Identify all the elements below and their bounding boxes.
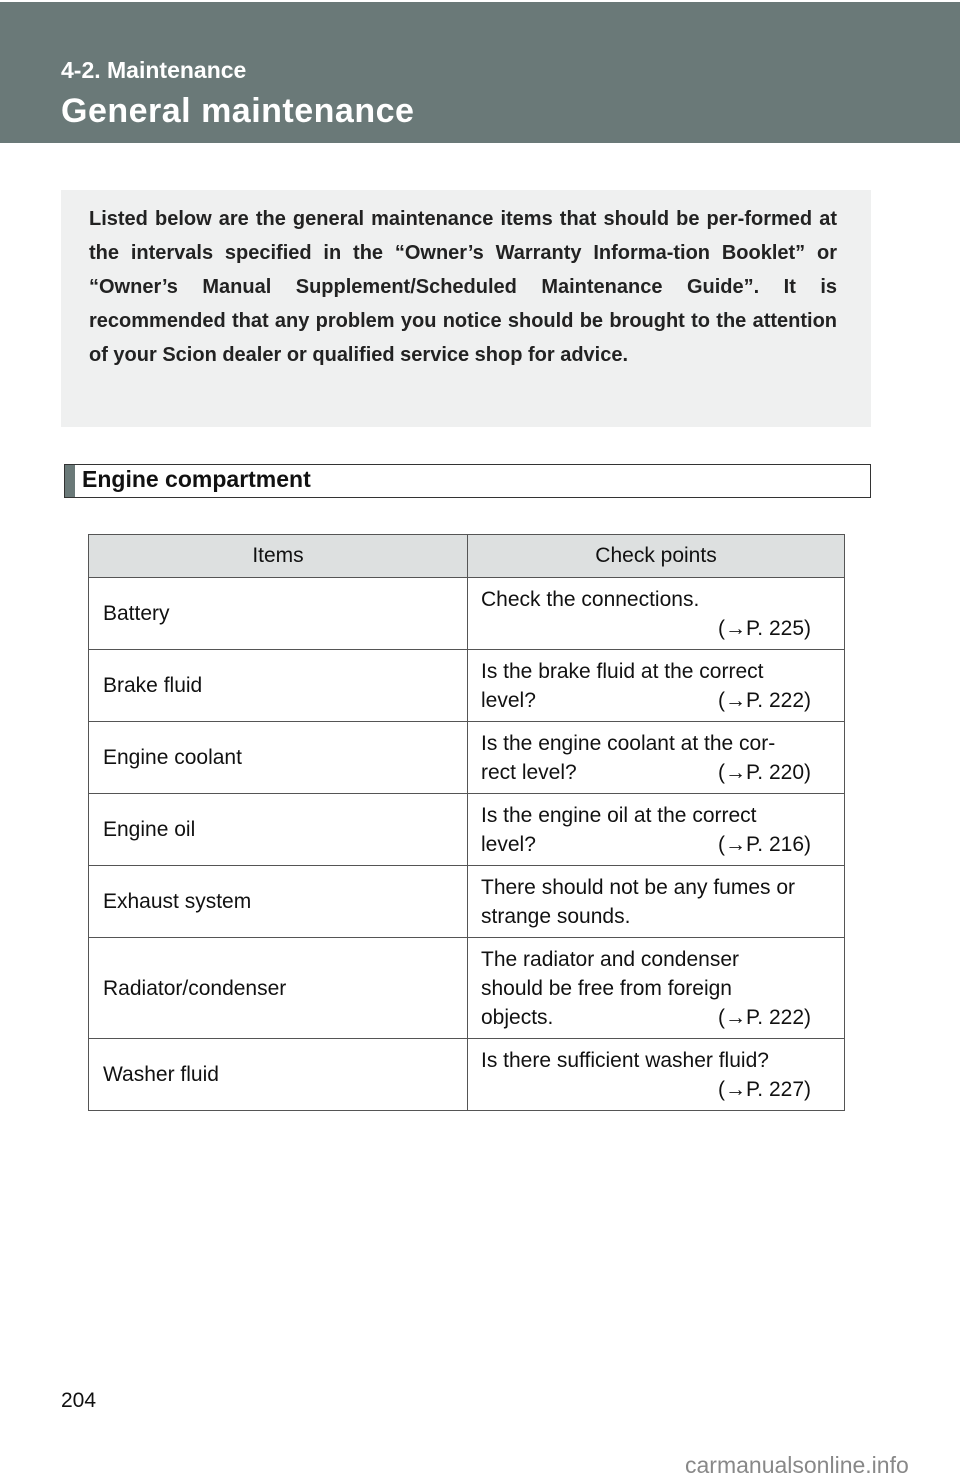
check-line: [481, 1003, 811, 1032]
item-cell: Washer fluid: [89, 1039, 468, 1111]
check-line: [481, 801, 811, 830]
check-line: [481, 729, 811, 758]
table-row: [89, 866, 845, 938]
table-row: [89, 722, 845, 794]
check-text: Is there sufficient washer fluid?: [481, 1048, 769, 1072]
intro-text: Listed below are the general maintenance items that should be per-formed at the intervals specified in the “Owner’s Warranty Informa-tion Booklet” or “Owner’s Manual Supplement/Scheduled Maintenance Guide”. It is recommended that any problem you notice should be brought to the attention of your Scion dealer or qualified service shop for advice.: [89, 208, 837, 366]
table-row: [89, 794, 845, 866]
table-row: [89, 650, 845, 722]
check-line: [481, 1075, 811, 1104]
column-header-check-points: Check points: [468, 535, 845, 578]
check-cell: [468, 1039, 845, 1111]
section-heading-text: Engine compartment: [82, 466, 311, 492]
check-line: [481, 1046, 811, 1075]
check-text: Is the engine oil at the correct: [481, 803, 757, 827]
check-text: Is the brake fluid at the correct: [481, 659, 764, 683]
check-cell: [468, 938, 845, 1039]
check-text: rect level?: [481, 760, 577, 784]
table-row: [89, 1039, 845, 1111]
heading-accent-bar: [65, 465, 75, 497]
page-number: 204: [61, 1389, 97, 1412]
check-text: objects.: [481, 1005, 554, 1029]
check-line: [481, 585, 811, 614]
check-line: [481, 974, 811, 1003]
check-line: [481, 945, 811, 974]
page-reference: (→P. 216): [718, 832, 811, 856]
check-line: [481, 657, 811, 686]
check-cell: [468, 866, 845, 938]
table-row: [89, 938, 845, 1039]
item-cell: Engine oil: [89, 794, 468, 866]
item-cell: Exhaust system: [89, 866, 468, 938]
check-text: There should not be any fumes or: [481, 875, 796, 899]
check-text: level?: [481, 832, 536, 856]
section-label: 4-2. Maintenance: [61, 57, 247, 83]
check-cell: [468, 650, 845, 722]
maintenance-table: [88, 534, 845, 1111]
page-title: General maintenance: [61, 92, 415, 130]
page-reference: (→P. 222): [718, 688, 811, 712]
check-line: [481, 758, 811, 787]
table-row: [89, 578, 845, 650]
section-heading: [64, 464, 871, 498]
check-line: [481, 830, 811, 859]
check-cell: [468, 578, 845, 650]
page-reference: (→P. 222): [718, 1005, 811, 1029]
item-cell: Engine coolant: [89, 722, 468, 794]
column-header-items: Items: [89, 535, 468, 578]
item-cell: Battery: [89, 578, 468, 650]
check-text: [481, 1075, 487, 1104]
check-line: [481, 902, 811, 931]
check-text: The radiator and condenser: [481, 947, 739, 971]
check-text: strange sounds.: [481, 904, 631, 928]
page-reference: (→P. 220): [718, 760, 811, 784]
check-text: level?: [481, 688, 536, 712]
check-text: should be free from foreign: [481, 976, 732, 1000]
item-cell: Brake fluid: [89, 650, 468, 722]
check-cell: [468, 794, 845, 866]
check-cell: [468, 722, 845, 794]
item-cell: Radiator/condenser: [89, 938, 468, 1039]
page-reference: (→P. 227): [718, 1077, 811, 1101]
check-line: [481, 686, 811, 715]
check-text: Check the connections.: [481, 587, 700, 611]
check-line: [481, 614, 811, 643]
check-text: Is the engine coolant at the cor-: [481, 731, 776, 755]
watermark: carmanualsonline.info: [685, 1452, 909, 1478]
page-reference: (→P. 225): [718, 616, 811, 640]
check-line: [481, 873, 811, 902]
intro-box: [61, 190, 871, 427]
check-text: [481, 614, 487, 643]
